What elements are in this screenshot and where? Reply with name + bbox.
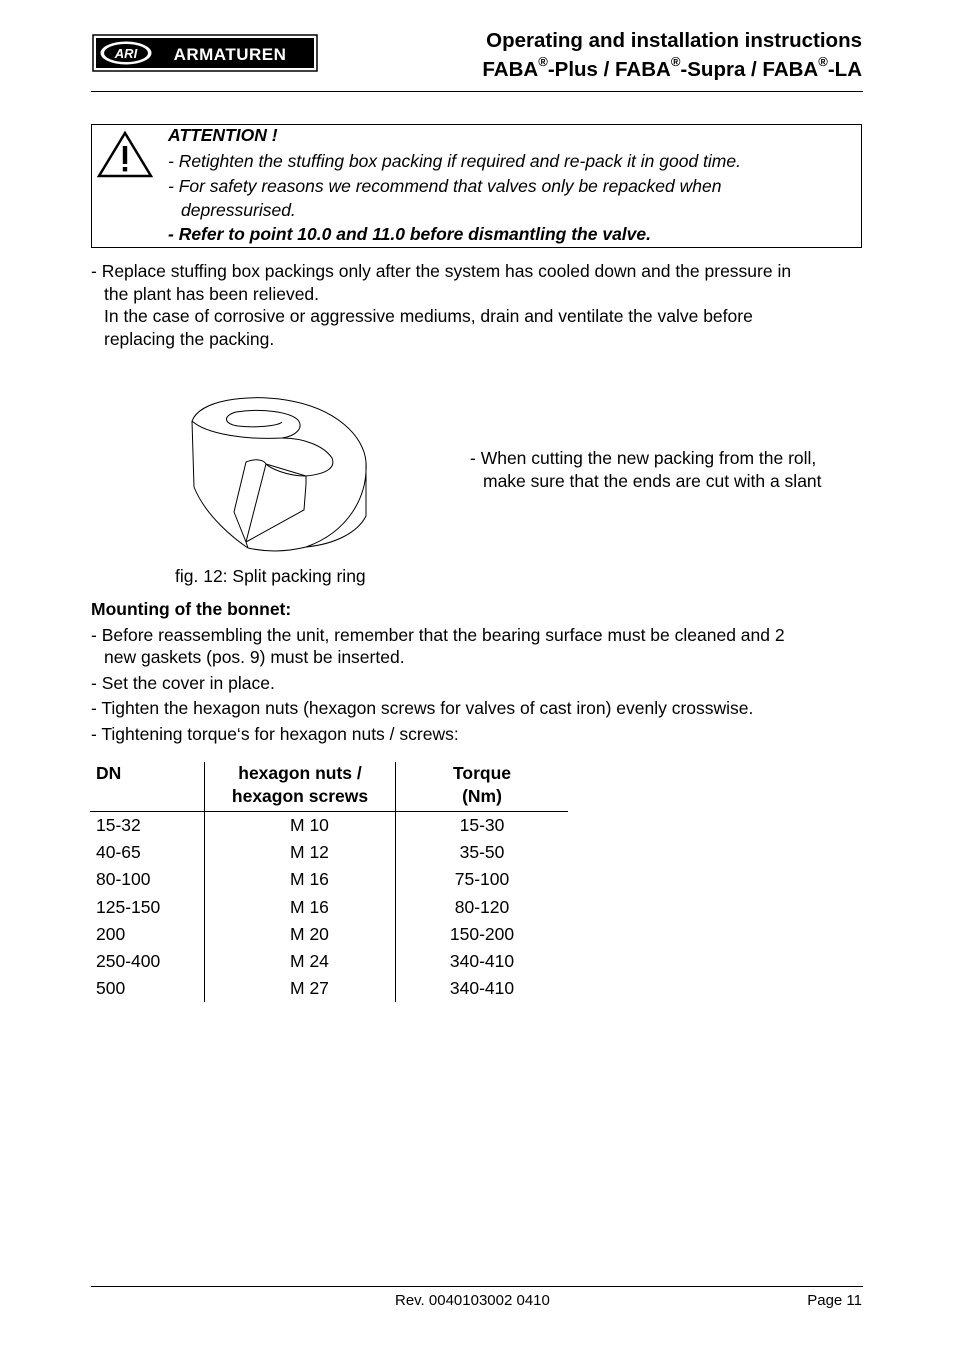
svg-text:ARI: ARI: [114, 46, 138, 61]
header-dn: DN: [90, 762, 205, 812]
cell-torque: 80-120: [396, 894, 569, 921]
attention-line: - Retighten the stuffing box packing if required and re-pack it in good time.: [168, 150, 741, 171]
mounting-item: - Set the cover in place.: [91, 672, 275, 693]
cell-torque: 35-50: [396, 839, 569, 866]
table-row: [90, 921, 568, 948]
table-row: [90, 894, 568, 921]
torque-table: [90, 762, 568, 1002]
intro-line: In the case of corrosive or aggressive mediums, drain and ventilate the valve before: [104, 306, 753, 326]
table-row: [90, 975, 568, 1002]
table-row: [90, 839, 568, 866]
title-line-2: FABA®-Plus / FABA®-Supra / FABA®-LA: [482, 54, 862, 81]
intro-paragraph: [91, 260, 871, 350]
mounting-item: - Before reassembling the unit, remember that the bearing surface must be cleaned and 2: [91, 624, 785, 645]
cell-torque: 150-200: [396, 921, 569, 948]
attention-line-bold: - Refer to point 10.0 and 11.0 before dismantling the valve.: [168, 223, 651, 244]
figure-note-line: make sure that the ends are cut with a slant: [483, 470, 822, 491]
attention-line: - For safety reasons we recommend that valves only be repacked when: [168, 176, 722, 196]
page-number: Page 11: [807, 1292, 862, 1309]
cell-dn: 200: [96, 923, 126, 944]
cell-nut: M 12: [205, 839, 396, 866]
svg-text:ARMATUREN: ARMATUREN: [173, 45, 287, 64]
document-title: [482, 26, 862, 84]
title-line-1: Operating and installation instructions: [486, 29, 862, 52]
revision-number: Rev. 0040103002 0410: [395, 1292, 550, 1309]
figure-note: [470, 447, 822, 492]
cell-dn: 500: [96, 978, 126, 999]
table-row: [90, 866, 568, 893]
cell-nut: M 16: [205, 894, 396, 921]
cell-nut: M 16: [205, 866, 396, 893]
cell-nut: M 24: [205, 948, 396, 975]
table-row: [90, 948, 568, 975]
mounting-section: [91, 598, 871, 745]
cell-torque: 340-410: [396, 975, 569, 1002]
figure-caption: fig. 12: Split packing ring: [175, 566, 366, 586]
intro-line: the plant has been relieved.: [104, 283, 320, 304]
cell-dn: 125-150: [96, 896, 161, 917]
intro-line: replacing the packing.: [104, 328, 275, 349]
intro-line: - Replace stuffing box packings only after the system has cooled down and the pressure in: [91, 261, 792, 281]
split-packing-ring-figure: [186, 392, 372, 554]
footer-divider: [91, 1286, 863, 1287]
header-divider: [91, 91, 863, 92]
cell-nut: M 27: [205, 975, 396, 1002]
mounting-item-continued: new gaskets (pos. 9) must be inserted.: [104, 647, 405, 667]
cell-dn: 15-32: [96, 815, 141, 835]
mounting-heading: Mounting of the bonnet:: [91, 599, 292, 619]
cell-dn: 80-100: [96, 869, 151, 890]
header-hexagon: hexagon nuts / hexagon screws: [205, 762, 396, 812]
attention-line-continued: depressurised.: [181, 199, 296, 220]
cell-nut: M 10: [205, 812, 396, 840]
cell-dn: 250-400: [96, 951, 161, 972]
mounting-item: - Tightening torque‘s for hexagon nuts / screws:: [91, 723, 459, 744]
cell-nut: M 20: [205, 921, 396, 948]
attention-heading: ATTENTION !: [168, 125, 278, 145]
table-header-row: [90, 762, 568, 812]
table-row: [90, 812, 568, 840]
header-torque: Torque (Nm): [396, 762, 569, 812]
figure-note-line: - When cutting the new packing from the roll,: [470, 448, 817, 468]
cell-torque: 15-30: [396, 812, 569, 840]
mounting-item: - Tighten the hexagon nuts (hexagon screws for valves of cast iron) evenly crosswise.: [91, 698, 754, 718]
cell-torque: 340-410: [396, 948, 569, 975]
attention-text: [168, 123, 741, 246]
cell-dn: 40-65: [96, 842, 141, 863]
warning-triangle-icon: [96, 130, 154, 180]
cell-torque: 75-100: [396, 866, 569, 893]
ari-armaturen-logo: [92, 34, 318, 72]
